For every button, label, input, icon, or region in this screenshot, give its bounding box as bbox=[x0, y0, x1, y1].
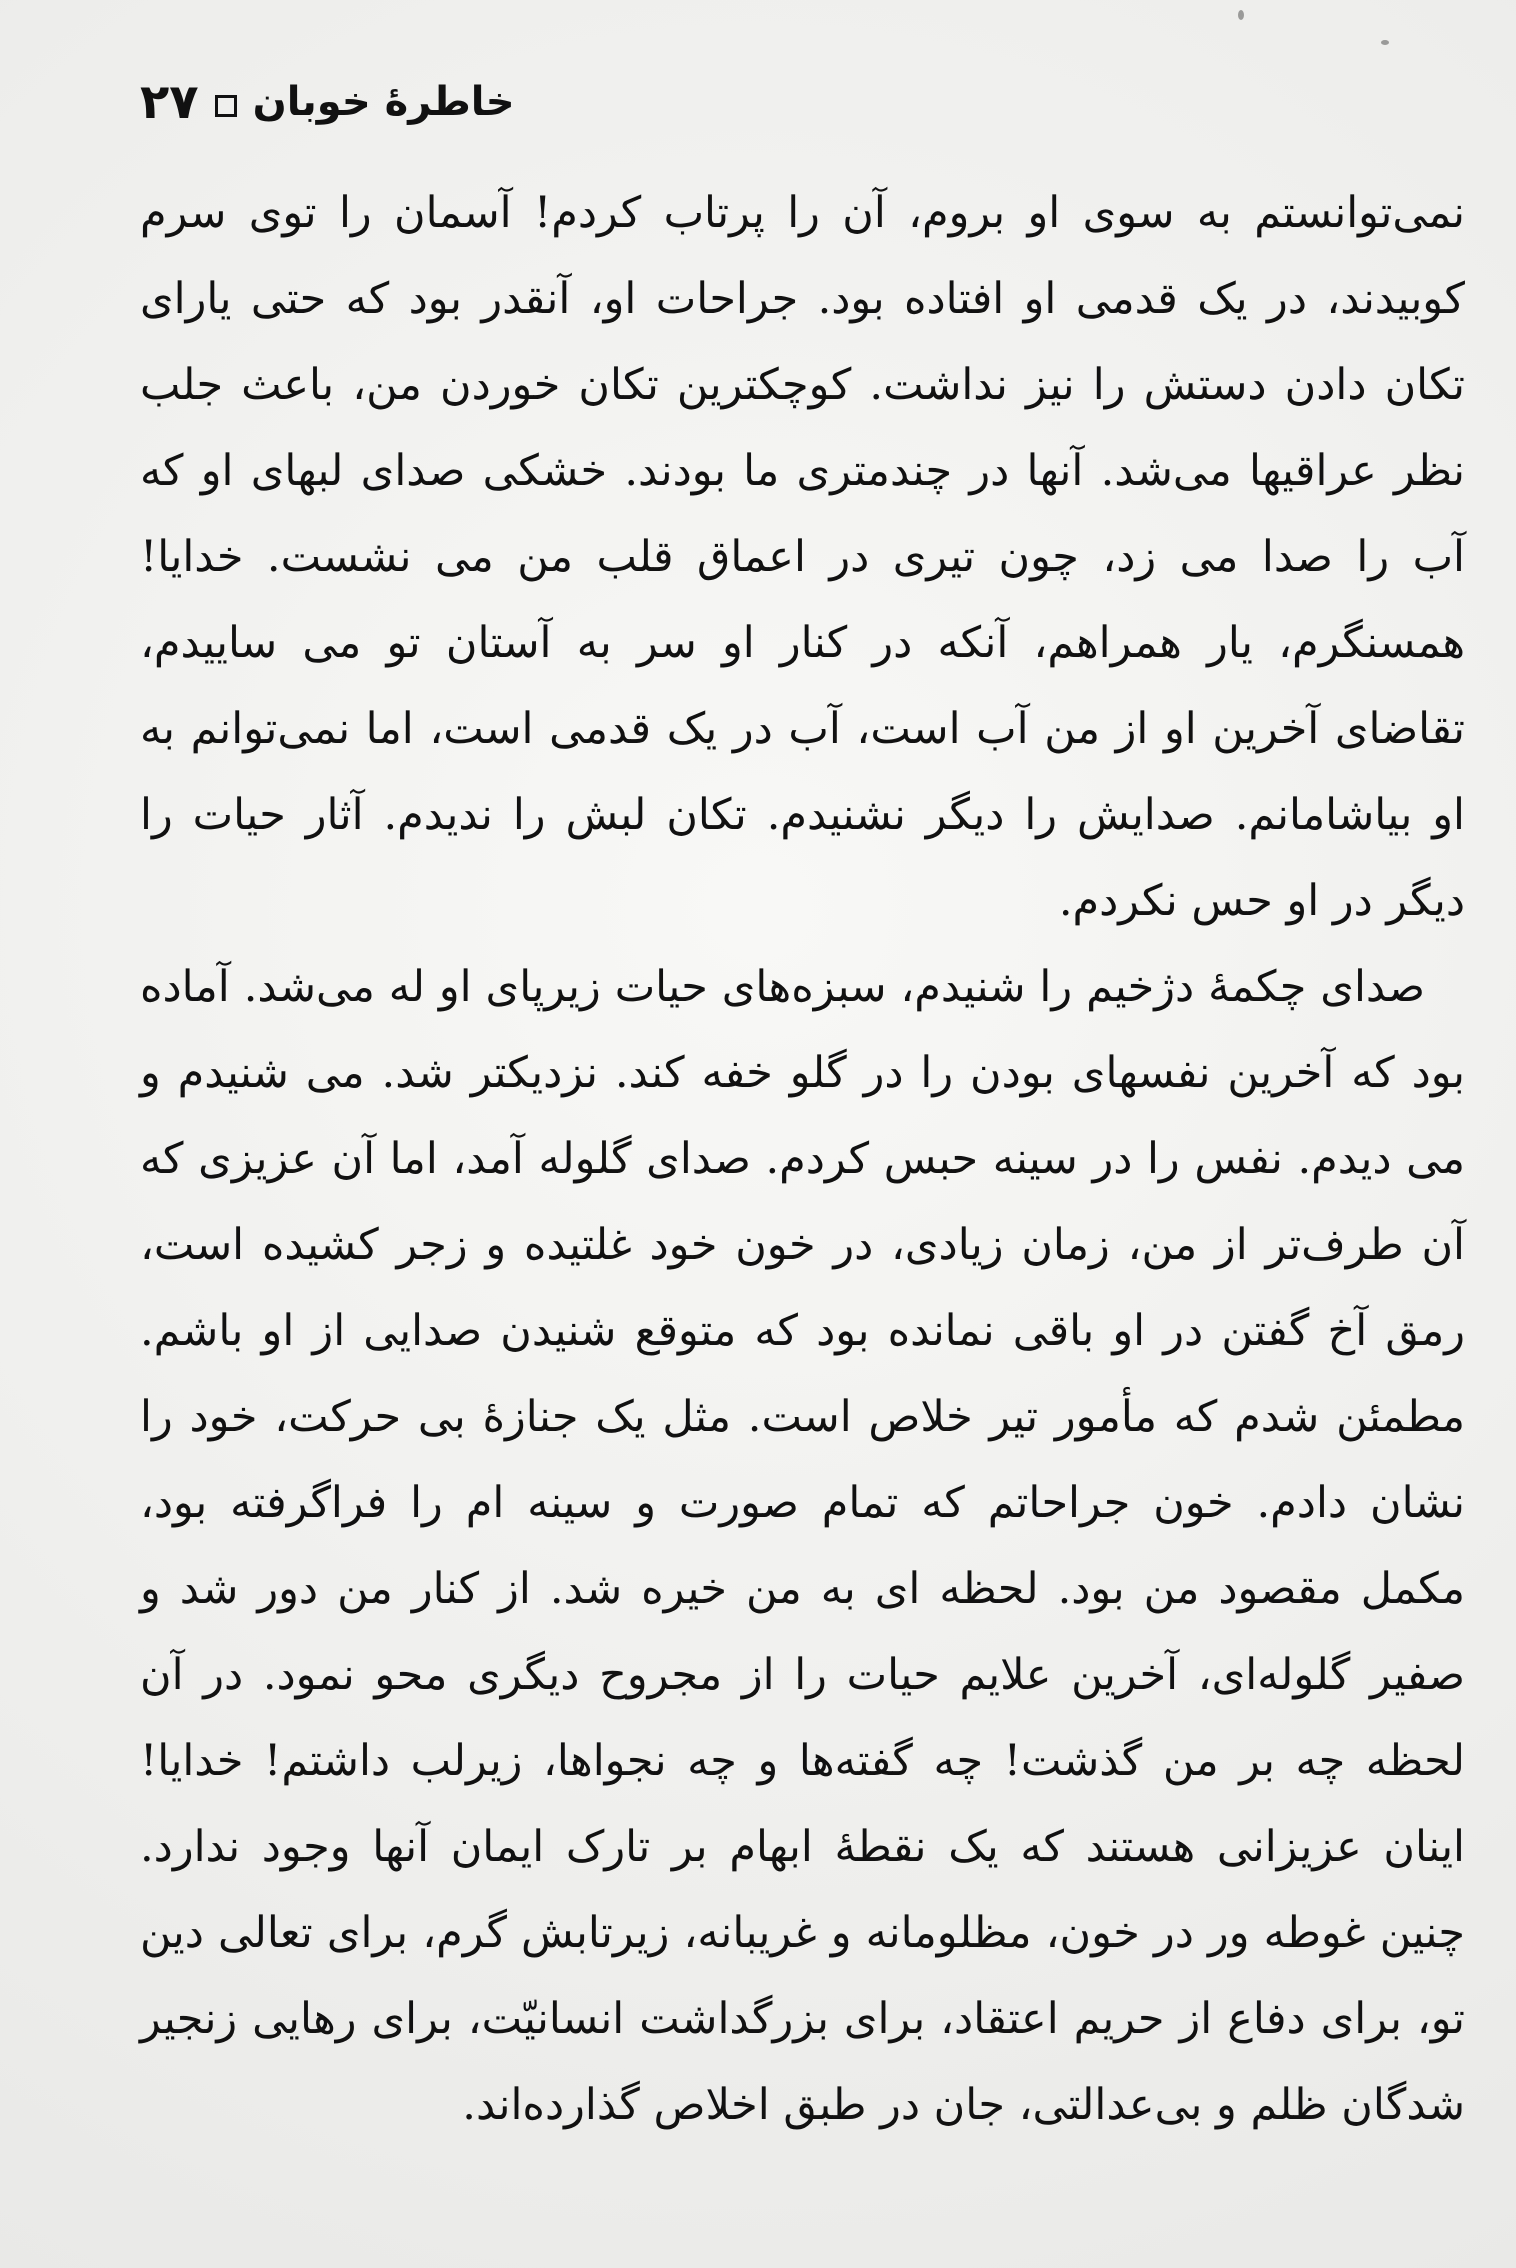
paragraph-1: نمی‌توانستم به سوی او بروم، آن را پرتاب کردم! آسمان را توی سرم کوبیدند، در یک قدمی او افتاده بود. جراحات او، آنقدر بود که حتی یارای تکان دادن دستش را نیز نداشت. کوچکترین تکان خوردن من، باعث جلب نظر عراقیها می‌شد. آنها در چندمتری ما بودند. خشکی صدای لبهای او که آب را صدا می زد، چون تیری در اعماق قلب من می نشست. خدایا! همسنگرم، یار همراهم، آنکه در کنار او سر به آستان تو می ساییدم، تقاضای آخرین او از من آب است، آب در یک قدمی است، اما نمی‌توانم به او بیاشامانم. صدایش را دیگر نشنیدم. تکان لبش را ندیدم. آثار حیات را دیگر در او حس نکردم. bbox=[140, 188, 1465, 926]
page-header bbox=[140, 74, 515, 130]
scan-speck bbox=[1238, 10, 1244, 20]
page-body bbox=[140, 170, 1465, 2148]
scan-speck bbox=[1381, 40, 1389, 45]
paragraph-2: صدای چکمهٔ دژخیم را شنیدم، سبزه‌های حیات زیرپای او له می‌شد. آماده بود که آخرین نفسهای بودن را در گلو خفه کند. نزدیکتر شد. می شنیدم و می دیدم. نفس را در سینه حبس کردم. صدای گلوله آمد، اما آن عزیزی که آن طرف‌تر از من، زمان زیادی، در خون خود غلتیده و زجر کشیده است، رمق آخ گفتن در او باقی نمانده بود که متوقع شنیدن صدایی از او باشم. مطمئن شدم که مأمور تیر خلاص است. مثل یک جنازهٔ بی حرکت، خود را نشان دادم. خون جراحاتم که تمام صورت و سینه ام را فراگرفته بود، مکمل مقصود من بود. لحظه ای به من خیره شد. از کنار من دور شد و صفیر گلوله‌ای، آخرین علایم حیات را از مجروح دیگری محو نمود. در آن لحظه چه بر من گذشت! چه گفته‌ها و چه نجواها، زیرلب داشتم! خدایا! اینان عزیزانی هستند که یک نقطهٔ ابهام بر تارک ایمان آنها وجود ندارد. چنین غوطه ور در خون، مظلومانه و غریبانه، زیرتابش گرم، برای تعالی دین تو، برای دفاع از حریم اعتقاد، برای بزرگداشت انسانیّت، برای رهایی زنجیر شدگان ظلم و بی‌عدالتی، جان در طبق اخلاص گذارده‌اند. bbox=[140, 962, 1465, 2130]
running-title: خاطرهٔ خوبان bbox=[252, 79, 515, 125]
page-number: ۲۷ bbox=[140, 74, 199, 130]
header-separator-box bbox=[215, 95, 237, 117]
